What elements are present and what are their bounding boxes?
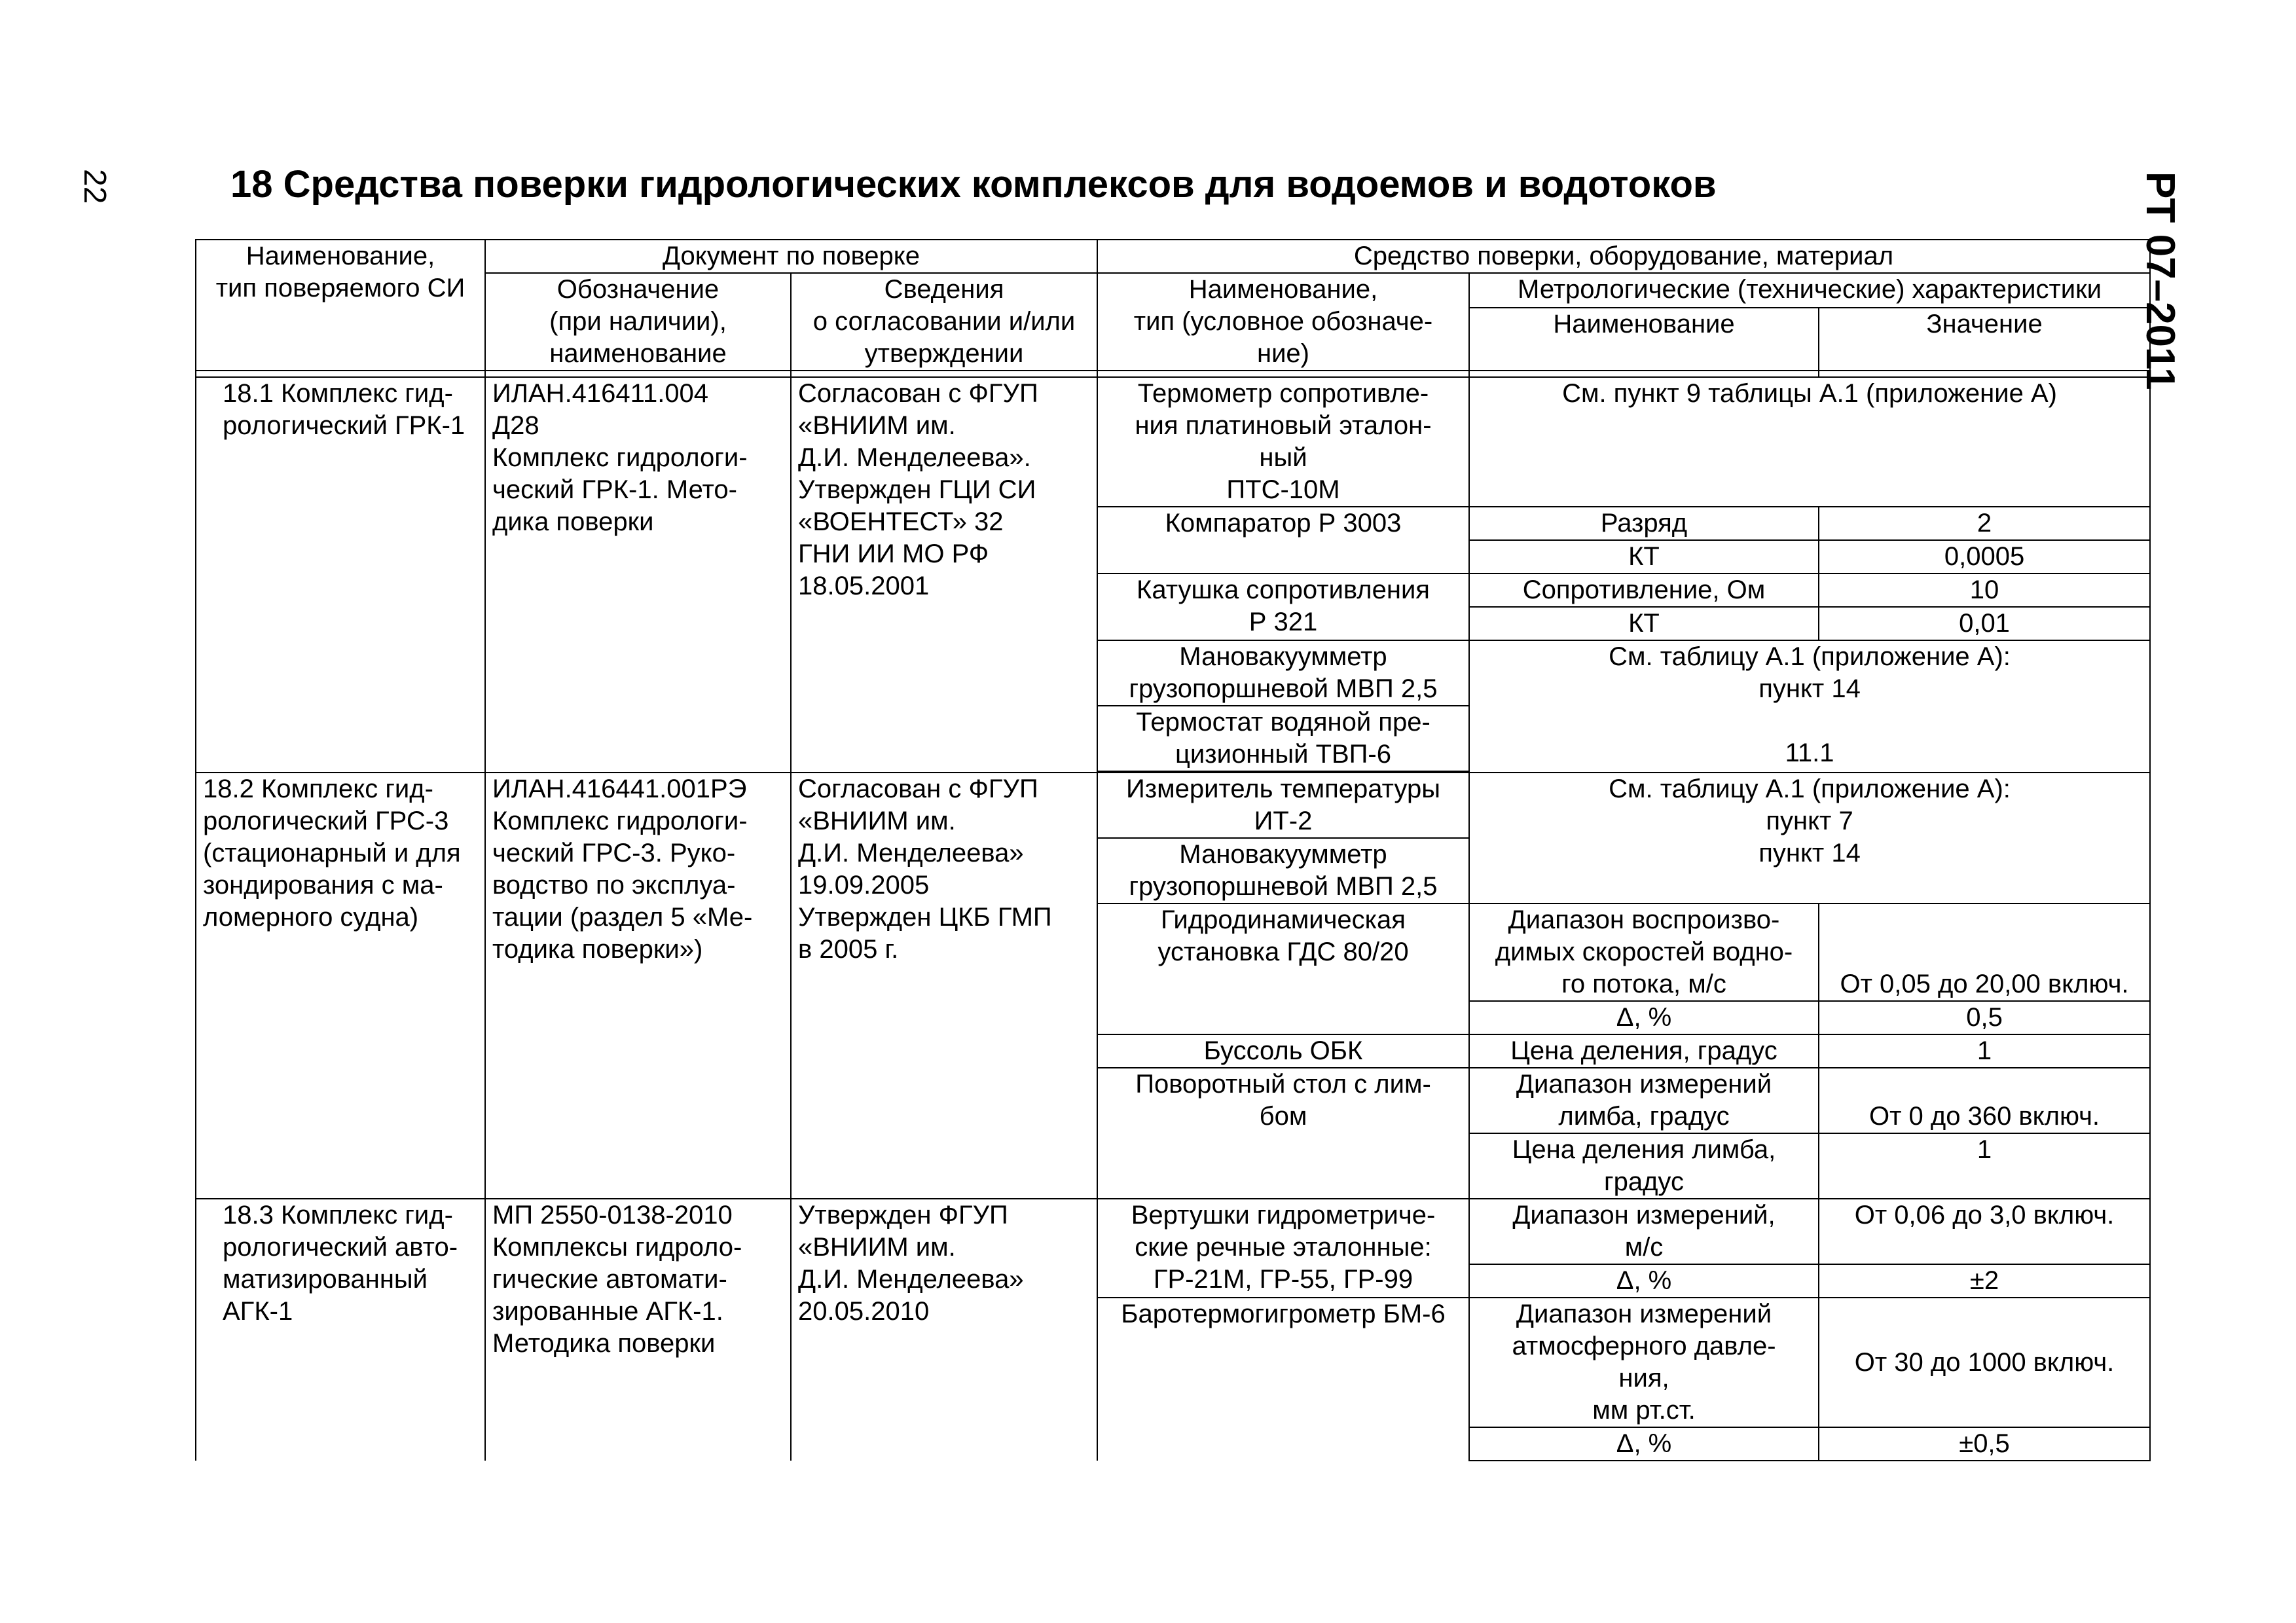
equipment-thermostat: Термостат водяной пре- цизионный ТВП-6 <box>1097 706 1469 771</box>
table-row <box>196 773 2150 838</box>
approval-18-3: Утвержден ФГУП «ВНИИМ им. Д.И. Менделеева» 20.05.2010 <box>791 1199 1097 1461</box>
equipment-vertushki: Вертушки гидрометриче- ские речные эталонные: ГР-21М, ГР-55, ГР-99 <box>1097 1199 1469 1298</box>
char-name: Цена деления лимба, градус <box>1469 1133 1819 1199</box>
document-code: РТ 07–2011 <box>2138 172 2183 390</box>
char-it-2-mvp: См. таблицу А.1 (приложение А): пункт 7 пункт 14 <box>1469 773 2150 903</box>
char-name: Цена деления, градус <box>1469 1034 1819 1068</box>
char-value: 0,0005 <box>1819 540 2150 574</box>
char-name: Разряд <box>1469 507 1819 540</box>
char-name: Сопротивление, Ом <box>1469 574 1819 607</box>
equipment-comparator: Компаратор Р 3003 <box>1097 507 1469 574</box>
char-value: 10 <box>1819 574 2150 607</box>
equipment-resistance-coil: Катушка сопротивления Р 321 <box>1097 574 1469 640</box>
char-manovacuummeter-thermostat: См. таблицу А.1 (приложение А): пункт 14 11.1 <box>1469 640 2150 773</box>
char-value: 2 <box>1819 507 2150 540</box>
char-value: 0,5 <box>1819 1001 2150 1034</box>
equipment-it-2: Измеритель температуры ИТ-2 <box>1097 773 1469 838</box>
char-name: КТ <box>1469 607 1819 640</box>
si-name-18-1: 18.1 Комплекс гид- рологический ГРК-1 <box>196 377 485 773</box>
char-name: Δ, % <box>1469 1427 1819 1461</box>
char-name: КТ <box>1469 540 1819 574</box>
char-value: 1 <box>1819 1034 2150 1068</box>
equipment-gds: Гидродинамическая установка ГДС 80/20 <box>1097 903 1469 1034</box>
char-name: Диапазон измерений атмосферного давле- ния, мм рт.ст. <box>1469 1298 1819 1427</box>
char-name: Диапазон воспроизво- димых скоростей водно- го потока, м/с <box>1469 903 1819 1001</box>
section-title: 18 Средства поверки гидрологических комплексов для водоемов и водотоков <box>230 163 1717 206</box>
si-name-18-3: 18.3 Комплекс гид- рологический авто- матизированный АГК-1 <box>196 1199 485 1461</box>
equipment-manovacuummeter: Мановакуумметр грузопоршневой МВП 2,5 <box>1097 640 1469 706</box>
doc-18-1: ИЛАН.416411.004 Д28 Комплекс гидрологи- ческий ГРК-1. Мето- дика поверки <box>485 377 791 773</box>
equipment-manovacuummeter-2: Мановакуумметр грузопоршневой МВП 2,5 <box>1097 838 1469 903</box>
char-name: Диапазон измерений лимба, градус <box>1469 1068 1819 1133</box>
table-row <box>196 377 2150 507</box>
header-char-name: Наименование <box>1469 308 1819 371</box>
char-value: От 0,06 до 3,0 включ. <box>1819 1199 2150 1264</box>
header-approval: Сведения о согласовании и/или утверждении <box>791 273 1097 371</box>
char-value: От 30 до 1000 включ. <box>1819 1298 2150 1427</box>
header-metro-group: Метрологические (технические) характеристики <box>1469 273 2150 308</box>
header-row-1 <box>196 240 2150 273</box>
equipment-pts-10m: Термометр сопротивле- ния платиновый эталон- ный ПТС-10М <box>1097 377 1469 507</box>
equipment-rotary-table: Поворотный стол с лим- бом <box>1097 1068 1469 1199</box>
approval-18-2: Согласован с ФГУП «ВНИИМ им. Д.И. Менделеева» 19.09.2005 Утвержден ЦКБ ГМП в 2005 г. <box>791 773 1097 1199</box>
header-separator <box>196 371 2150 377</box>
header-means-group: Средство поверки, оборудование, материал <box>1097 240 2150 273</box>
equipment-bm-6: Баротермогигрометр БМ-6 <box>1097 1298 1469 1461</box>
char-value: От 0,05 до 20,00 включ. <box>1819 903 2150 1001</box>
char-value: 0,01 <box>1819 607 2150 640</box>
header-designation: Обозначение (при наличии), наименование <box>485 273 791 371</box>
page-number: 22 <box>77 169 112 204</box>
verification-table <box>195 239 2151 1461</box>
doc-18-2: ИЛАН.416441.001РЭ Комплекс гидрологи- ческий ГРС-3. Руко- водство по эксплуа- тации (раздел 5 «Ме- тодика поверки») <box>485 773 791 1199</box>
char-name: Δ, % <box>1469 1001 1819 1034</box>
char-value: 1 <box>1819 1133 2150 1199</box>
header-char-value: Значение <box>1819 308 2150 371</box>
doc-18-3: МП 2550-0138-2010 Комплексы гидроло- гические автомати- зированные АГК-1. Методика поверки <box>485 1199 791 1461</box>
table-row <box>196 1199 2150 1264</box>
char-value: От 0 до 360 включ. <box>1819 1068 2150 1133</box>
header-doc-group: Документ по поверке <box>485 240 1097 273</box>
char-value: ±0,5 <box>1819 1427 2150 1461</box>
char-pts-10m: См. пункт 9 таблицы А.1 (приложение А) <box>1469 377 2150 507</box>
equipment-bussol: Буссоль ОБК <box>1097 1034 1469 1068</box>
header-equipment-name: Наименование, тип (условное обозначе- ние) <box>1097 273 1469 371</box>
approval-18-1: Согласован с ФГУП «ВНИИМ им. Д.И. Менделеева». Утвержден ГЦИ СИ «ВОЕНТЕСТ» 32 ГНИ ИИ МО РФ 18.05.2001 <box>791 377 1097 773</box>
char-value: ±2 <box>1819 1264 2150 1298</box>
char-name: Δ, % <box>1469 1264 1819 1298</box>
si-name-18-2: 18.2 Комплекс гид- рологический ГРС-3 (стационарный и для зондирования с ма- ломерного судна) <box>196 773 485 1199</box>
header-row-2 <box>196 273 2150 308</box>
header-si-name: Наименование, тип поверяемого СИ <box>196 240 485 371</box>
char-name: Диапазон измерений, м/с <box>1469 1199 1819 1264</box>
